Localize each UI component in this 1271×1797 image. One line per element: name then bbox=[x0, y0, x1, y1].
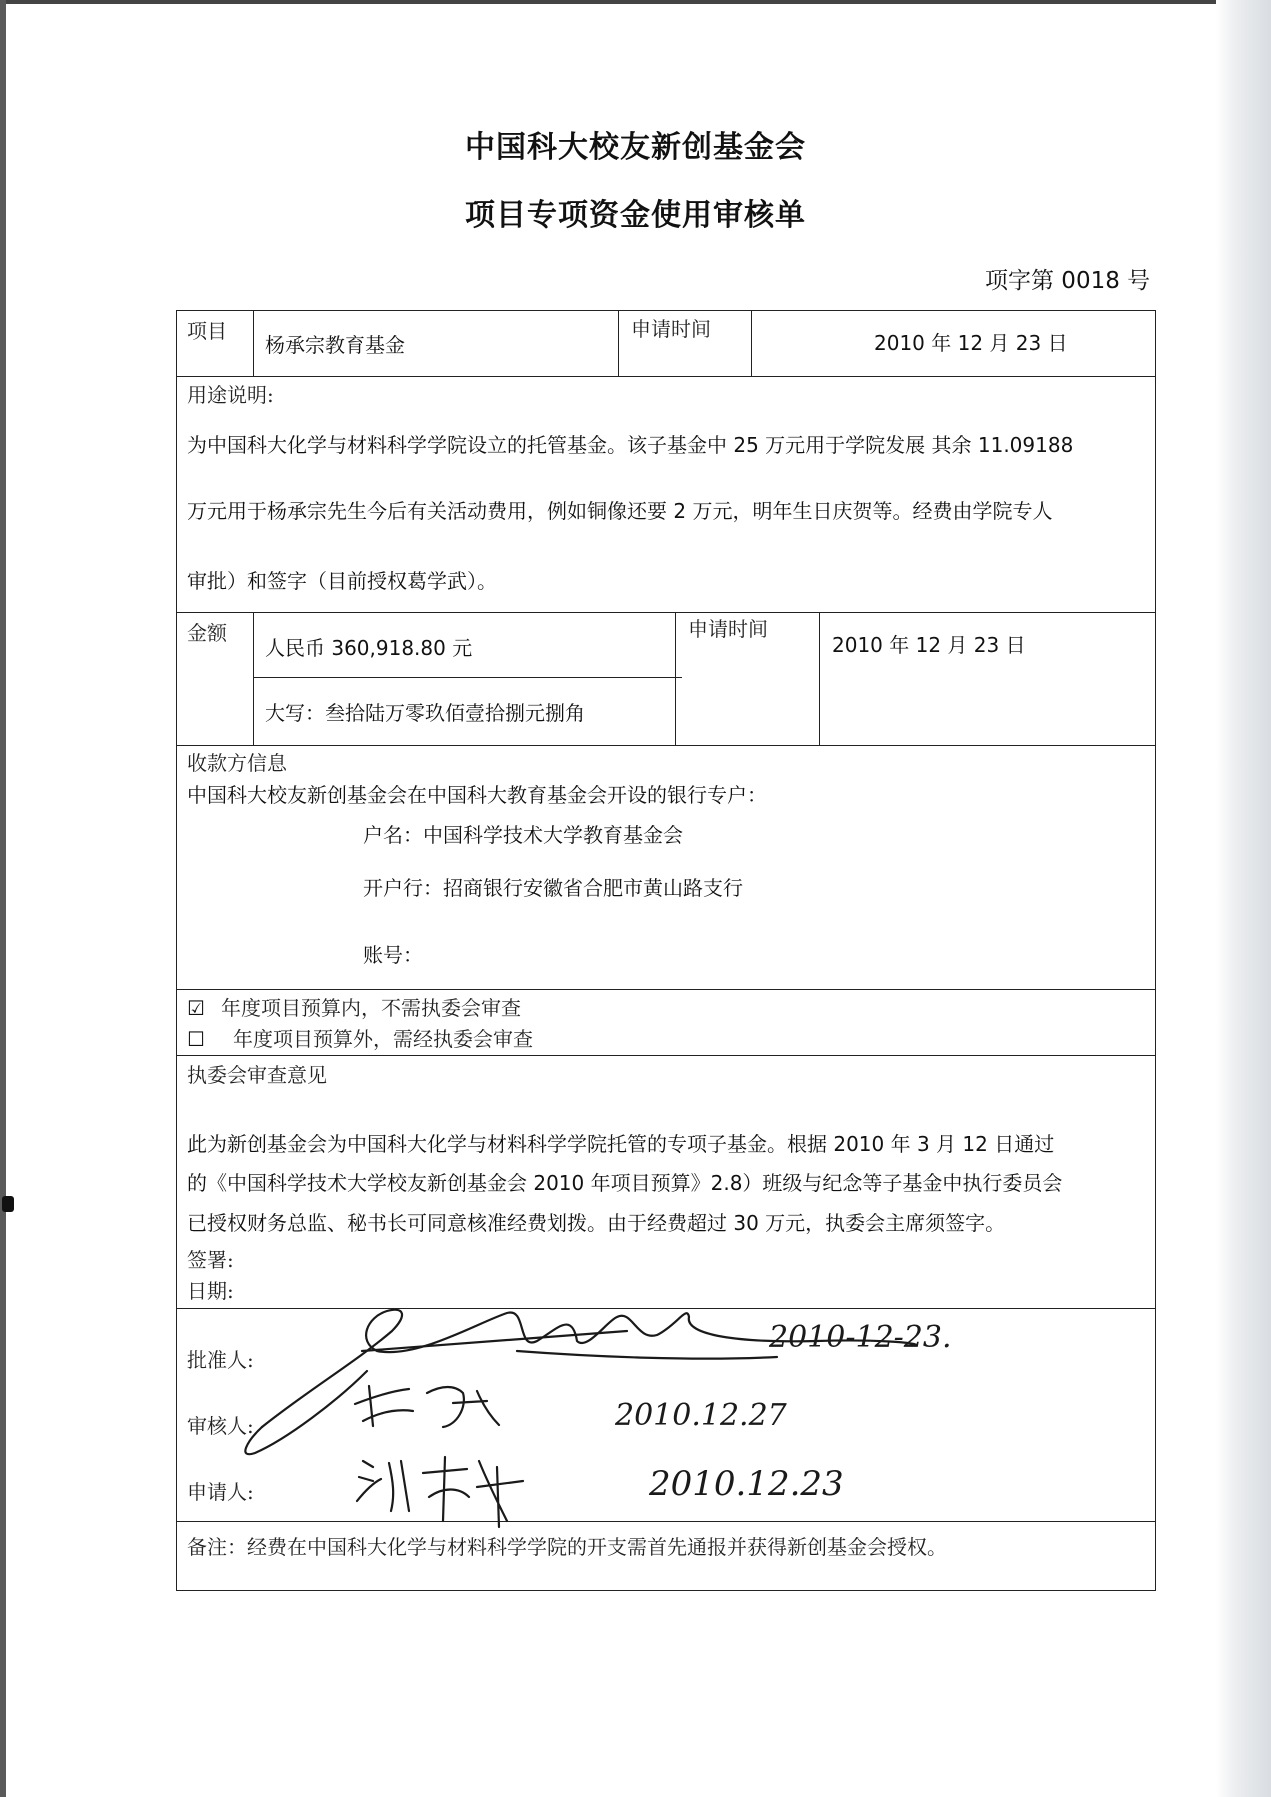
committee-line: 此为新创基金会为中国科大化学与材料科学学院托管的专项子基金。根据 2010 年 3 月 12 日通过 bbox=[187, 1132, 1055, 1156]
punch-hole-mark bbox=[2, 1196, 14, 1212]
committee-sign-label: 签署: bbox=[187, 1248, 234, 1272]
document-title: 中国科大校友新创基金会 bbox=[465, 130, 806, 165]
project-value: 杨承宗教育基金 bbox=[265, 333, 405, 357]
approver-date: 2010-12-23. bbox=[769, 1320, 952, 1355]
review-form-table bbox=[176, 310, 1156, 1591]
checkbox-checked-icon[interactable]: ☑ bbox=[187, 996, 205, 1020]
amount-rmb: 人民币 360,918.80 元 bbox=[265, 636, 473, 660]
budget-option-in: 年度项目预算内，不需执委会审查 bbox=[221, 996, 521, 1020]
committee-date-label: 日期: bbox=[187, 1279, 234, 1303]
apply-time-value: 2010 年 12 月 23 日 bbox=[874, 331, 1068, 355]
amount-apply-time-value: 2010 年 12 月 23 日 bbox=[832, 633, 1026, 657]
amount-label: 金额 bbox=[187, 621, 227, 645]
committee-line: 已授权财务总监、秘书长可同意核准经费划拨。由于经费超过 30 万元，执委会主席须签字。 bbox=[187, 1211, 1006, 1235]
purpose-line: 万元用于杨承宗先生今后有关活动费用，例如铜像还要 2 万元，明年生日庆贺等。经费由学院专人 bbox=[187, 499, 1053, 523]
approver-label: 批准人: bbox=[187, 1348, 254, 1372]
purpose-line: 审批）和签字（目前授权葛学武）。 bbox=[187, 569, 497, 593]
apply-time-label: 申请时间 bbox=[631, 317, 711, 341]
applicant-date: 2010.12.23 bbox=[649, 1464, 844, 1504]
payee-label: 收款方信息 bbox=[187, 751, 287, 775]
scan-edge-left bbox=[0, 0, 6, 1797]
document-number: 项字第 0018 号 bbox=[985, 268, 1151, 294]
reviewer-date: 2010.12.27 bbox=[615, 1398, 787, 1433]
committee-label: 执委会审查意见 bbox=[187, 1063, 327, 1087]
payee-bank: 开户行：招商银行安徽省合肥市黄山路支行 bbox=[363, 876, 743, 900]
amount-apply-time-label: 申请时间 bbox=[688, 617, 768, 641]
purpose-line: 为中国科大化学与材料科学学院设立的托管基金。该子基金中 25 万元用于学院发展 其余 11.09188 bbox=[187, 433, 1074, 457]
payee-account-number: 账号： bbox=[363, 943, 423, 967]
scan-edge-top bbox=[0, 0, 1271, 4]
budget-option-out: 年度项目预算外，需经执委会审查 bbox=[233, 1027, 533, 1051]
document-subtitle: 项目专项资金使用审核单 bbox=[465, 198, 806, 233]
committee-line: 的《中国科学技术大学校友新创基金会 2010 年项目预算》2.8）班级与纪念等子基金中执行委员会 bbox=[187, 1171, 1063, 1195]
reviewer-label: 审核人: bbox=[187, 1414, 254, 1438]
remark-note: 备注：经费在中国科大化学与材料科学学院的开支需首先通报并获得新创基金会授权。 bbox=[187, 1535, 947, 1559]
project-label: 项目 bbox=[187, 319, 227, 343]
checkbox-unchecked-icon[interactable]: ☐ bbox=[187, 1027, 205, 1051]
scan-shadow-right bbox=[1216, 0, 1271, 1797]
amount-uppercase: 大写：叁拾陆万零玖佰壹拾捌元捌角 bbox=[265, 701, 585, 725]
payee-account-name: 户名：中国科学技术大学教育基金会 bbox=[363, 823, 683, 847]
handwritten-signatures bbox=[177, 311, 1155, 1590]
payee-intro: 中国科大校友新创基金会在中国科大教育基金会开设的银行专户： bbox=[187, 783, 767, 807]
purpose-label: 用途说明: bbox=[187, 383, 274, 407]
applicant-label: 申请人: bbox=[187, 1480, 254, 1504]
